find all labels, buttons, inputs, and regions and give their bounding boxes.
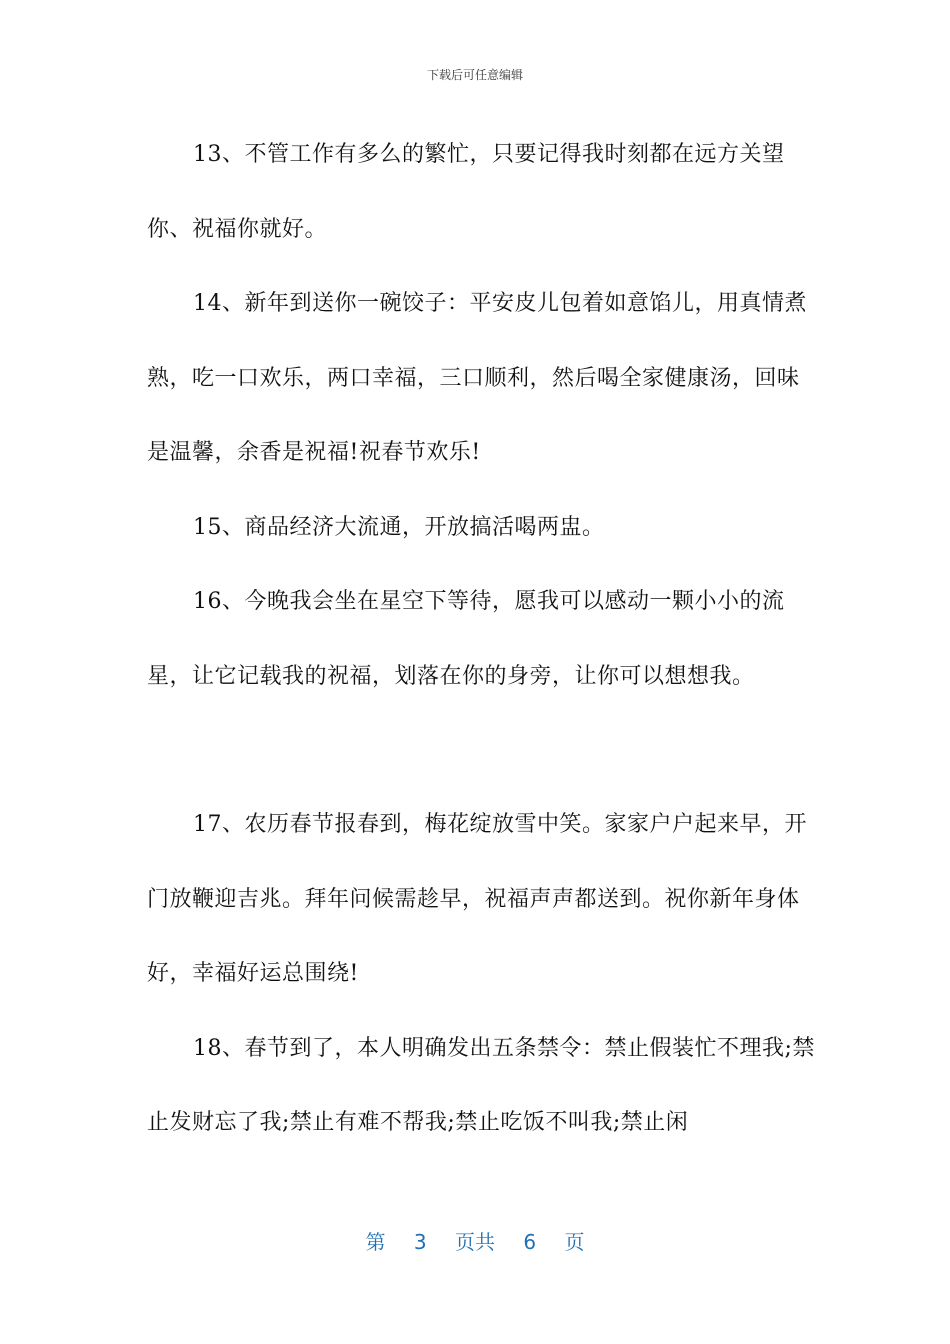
document-body — [147, 118, 817, 1161]
footer-prefix: 第 — [365, 1230, 386, 1254]
paragraph-gap — [147, 714, 817, 788]
header-text: 下载后可任意编辑 — [426, 68, 523, 82]
paragraph-15: 15、商品经济大流通，开放搞活喝两盅。 — [193, 514, 605, 540]
page-footer — [0, 1226, 950, 1255]
footer-total-pages: 6 — [523, 1230, 537, 1254]
paragraph-14: 14、新年到送你一碗饺子：平安皮儿包着如意馅儿，用真情煮熟，吃一口欢乐，两口幸福，三口顺利，然后喝全家健康汤，回味是温馨，余香是祝福!祝春节欢乐! — [147, 291, 807, 465]
paragraph-18: 18、春节到了，本人明确发出五条禁令：禁止假装忙不理我;禁止发财忘了我;禁止有难不帮我;禁止吃饭不叫我;禁止闲 — [147, 1035, 815, 1135]
footer-middle: 页共 — [455, 1230, 495, 1254]
paragraph-16: 16、今晚我会坐在星空下等待，愿我可以感动一颗小小的流星，让它记载我的祝福，划落在你的身旁，让你可以想想我。 — [147, 589, 785, 689]
paragraph-13: 13、不管工作有多么的繁忙，只要记得我时刻都在远方关望你、祝福你就好。 — [147, 142, 785, 242]
paragraph-17: 17、农历春节报春到，梅花绽放雪中笑。家家户户起来早，开门放鞭迎吉兆。拜年问候需趁早，祝福声声都送到。祝你新年身体好，幸福好运总围绕! — [147, 812, 807, 986]
footer-current-page: 3 — [413, 1230, 427, 1254]
page-header — [0, 66, 950, 83]
footer-suffix: 页 — [564, 1230, 585, 1254]
